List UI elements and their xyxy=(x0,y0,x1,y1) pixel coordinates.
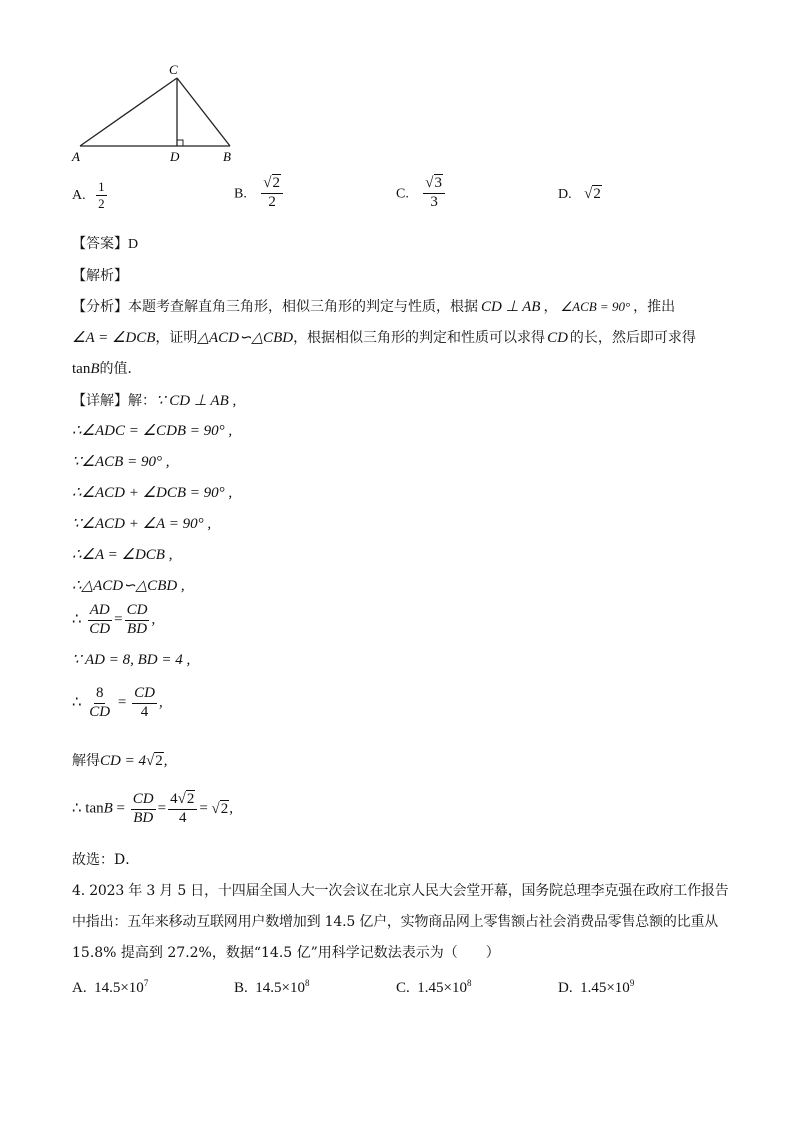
option-letter: A. xyxy=(72,188,86,204)
q3-option-d xyxy=(558,186,602,203)
fraction: $\frac{√3}{3}$ xyxy=(423,176,445,211)
triangle-figure xyxy=(60,58,250,168)
q4-line-2: 中指出：五年来移动互联网用户数增加到 14.5 亿户，实物商品网上零售额占社会消费品零售总额的比重从 xyxy=(72,914,719,930)
q4-option-a: A. $14.5\times 10^7$ xyxy=(72,978,149,996)
detail-line-7: ∴△ACD∽△CBD , xyxy=(72,578,185,594)
option-letter: C. xyxy=(396,186,409,202)
detail-line-11: 解得CD = 4√2, xyxy=(72,753,168,769)
segment-AC xyxy=(80,78,177,146)
detail-line-9: ∵ AD = 8, BD = 4 , xyxy=(72,652,191,668)
fenxi-line-1: 【分析】本题考查解直角三角形，相似三角形的判定与性质，根据 CD ⊥ AB ， ∠ACB = 90° ，推出 xyxy=(72,299,676,315)
detail-line-2: ∴∠ADC = ∠CDB = 90° , xyxy=(72,423,233,439)
fenxi-line-3: tanB的值． xyxy=(72,361,142,377)
answer-value: D xyxy=(128,237,139,252)
label-B: B xyxy=(223,149,231,164)
q4-line-1: 4. 2023 年 3 月 5 日，十四届全国人大一次会议在北京人民大会堂开幕，国务院总理李克强在政府工作报告 xyxy=(72,883,729,899)
answer-line xyxy=(72,233,138,253)
fraction: $\frac{1}{2}$ xyxy=(98,179,105,211)
label-D: D xyxy=(170,149,180,164)
q4-option-d: D. $1.45\times 10^9$ xyxy=(558,978,635,996)
detail-line-6: ∴∠A = ∠DCB , xyxy=(72,547,173,563)
fraction: $\frac{CD}{BD}$ xyxy=(132,791,154,826)
answer-tag: 【答案】 xyxy=(72,236,128,252)
segment-CB xyxy=(177,78,230,146)
detail-line-10: ∴ $\frac{8}{CD}$ = $\frac{CD}{4}$ , xyxy=(72,685,163,720)
fraction: $\frac{AD}{CD}$ xyxy=(89,602,111,637)
fraction: $\frac{CD}{BD}$ xyxy=(126,602,148,637)
q4-line-3: 15.8% 提高到 27.2%，数据“14.5 亿”用科学记数法表示为（ ） xyxy=(72,945,500,961)
detail-line-3: ∵∠ACB = 90° , xyxy=(72,454,170,470)
fraction: $\frac{CD}{4}$ xyxy=(134,685,155,720)
sqrt-value: √2 xyxy=(584,186,601,202)
q3-option-b xyxy=(234,176,285,211)
fraction: $\frac{4√2}{4}$ xyxy=(168,792,197,827)
label-A: A xyxy=(72,149,80,164)
choose-line: 故选：D． xyxy=(72,852,140,868)
q4-option-b: B. $14.5\times 10^8$ xyxy=(234,978,310,996)
q4-option-c: C. $1.45\times 10^8$ xyxy=(396,978,472,996)
q3-option-c xyxy=(396,176,447,211)
fenxi-line-2: ∠A = ∠DCB，证明△ACD∽△CBD，根据相似三角形的判定和性质可以求得 CD 的长，然后即可求得 xyxy=(72,330,696,346)
option-letter: D. xyxy=(558,187,572,202)
detail-line-8: ∴ $\frac{AD}{CD}$ = $\frac{CD}{BD}$ , xyxy=(72,602,156,637)
detail-line-4: ∴∠ACD + ∠DCB = 90° , xyxy=(72,485,233,501)
q3-option-a xyxy=(72,180,109,210)
fraction: $\frac{√2}{2}$ xyxy=(261,176,283,211)
option-letter: B. xyxy=(234,186,247,202)
detail-line-12: ∴ tanB = $\frac{CD}{BD}$ = $\frac{4√2}{4}$ = √2, xyxy=(72,791,234,826)
right-angle-mark xyxy=(177,140,183,146)
detail-line-5: ∵∠ACD + ∠A = 90° , xyxy=(72,516,212,532)
analysis-tag: 【解析】 xyxy=(72,268,128,284)
label-C: C xyxy=(169,62,178,77)
fraction: $\frac{8}{CD}$ xyxy=(89,685,111,720)
detail-line-1: 【详解】解：∵ CD ⊥ AB , xyxy=(72,393,237,409)
